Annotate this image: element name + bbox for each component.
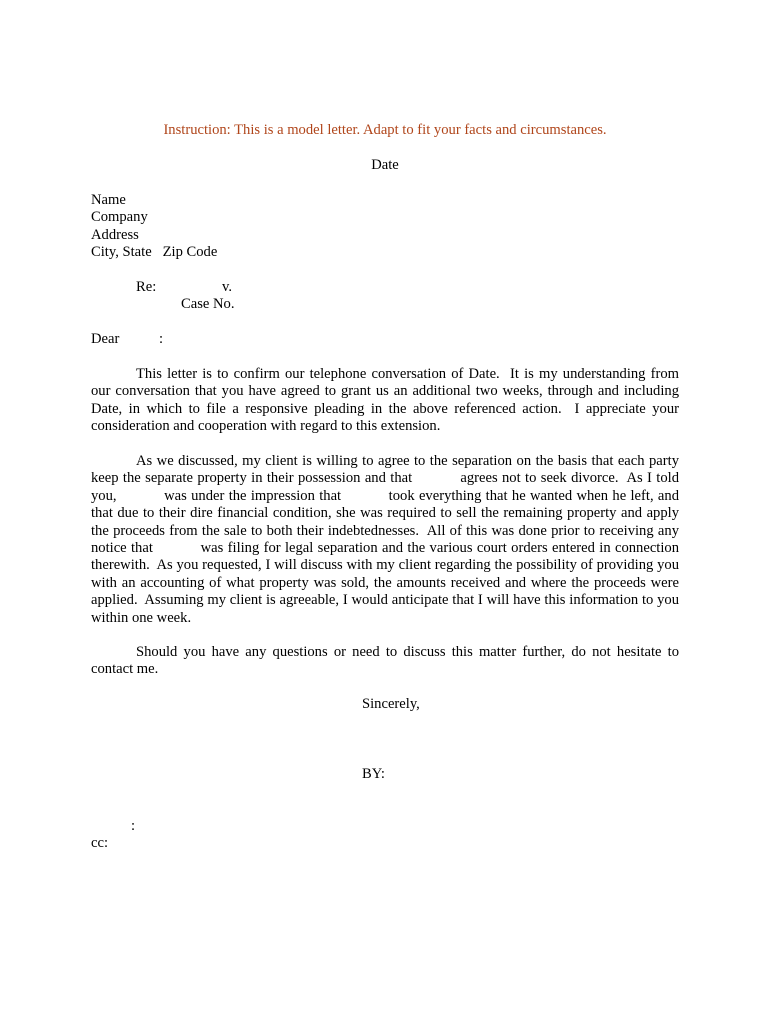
body-paragraph-1 [91, 366, 683, 436]
recipient-city-state-zip: City, State Zip Code [91, 244, 218, 260]
signature-by-label: BY: [362, 766, 385, 782]
cc-label: cc: [91, 835, 109, 851]
body-paragraph-2 [91, 453, 683, 627]
closing-sincerely: Sincerely, [362, 696, 420, 712]
recipient-name: Name [91, 192, 126, 208]
paragraph-text: This letter is to confirm our telephone conversation of Date. It is my understanding from our conversation that you have agreed to grant us an additional two weeks, through and including Date, in which to file a responsive pleading in the above referenced action. I appreciate your consideration and cooperation with regard to this extension. [91, 366, 683, 435]
letter-date: Date [371, 157, 399, 173]
paragraph-text: Should you have any questions or need to discuss this matter further, do not hesitate to contact me. [91, 644, 683, 678]
paragraph-text: As we discussed, my client is willing to agree to the separation on the basis that each party keep the separate property in their possession and that agrees not to seek divorce. As I told you, was under the impression that took everything that he wanted when he left, and that due to their dire financial condition, she was required to sell the remaining property and apply the proceeds from the sale to both their indebtednesses. All of this was done prior to receiving any notice that was filing for legal separation and the various court orders entered in connection therewith. As you requested, I will discuss with my client regarding the possibility of providing you with an accounting of what property was sold, the amounts received and where the proceeds were applied. Assuming my client is agreeable, I would anticipate that I will have this information to you within one week. [91, 453, 683, 626]
recipient-address: Address [91, 227, 139, 243]
case-number-label: Case No. [181, 296, 235, 312]
re-versus: v. [222, 279, 232, 295]
enclosure-colon: : [131, 818, 136, 834]
instruction-note: Instruction: This is a model letter. Adapt to fit your facts and circumstances. [163, 122, 607, 138]
body-paragraph-3 [91, 644, 683, 679]
re-label: Re: [136, 279, 157, 295]
salutation-dear: Dear [91, 331, 120, 347]
recipient-company: Company [91, 209, 148, 225]
salutation-colon: : [159, 331, 164, 347]
